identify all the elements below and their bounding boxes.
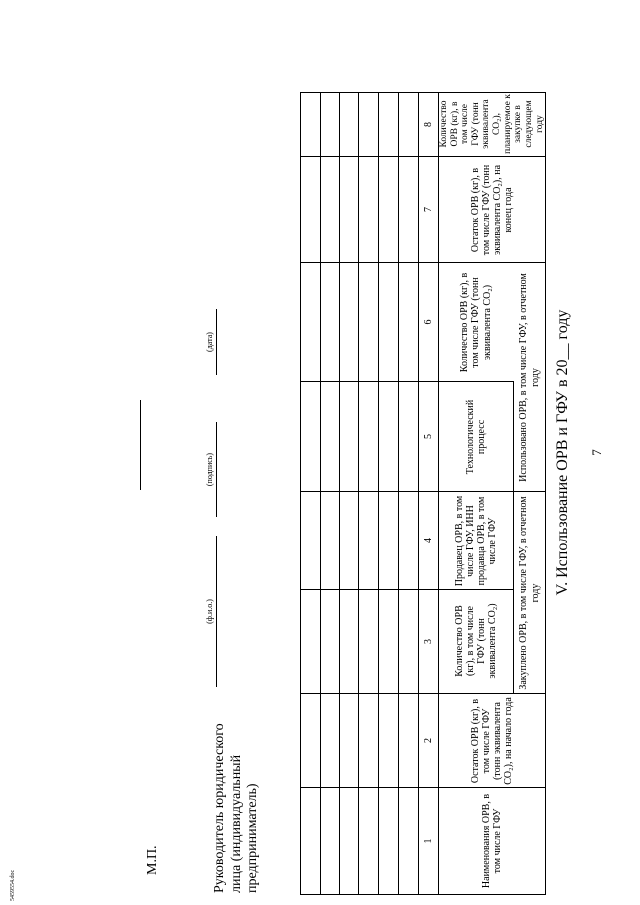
header-substance-name: Наименования ОРВ, в том числе ГФУ bbox=[480, 793, 503, 889]
header-balance-start: Остаток ОРВ (кг), в том числе ГФУ (тонн эквивалента CO₂), на начало года bbox=[469, 697, 515, 785]
section-title: V. Использование ОРВ и ГФУ в 20__ году bbox=[554, 309, 571, 596]
table-row-line bbox=[358, 93, 359, 895]
page-number: 7 bbox=[589, 449, 604, 456]
extra-signature-line bbox=[140, 400, 141, 490]
column-number: 5 bbox=[422, 434, 434, 439]
header-group-used: Использовано ОРВ, в том числе ГФУ, в отчетном году bbox=[518, 273, 541, 482]
column-number: 6 bbox=[422, 319, 434, 325]
table-border-left bbox=[300, 894, 546, 895]
column-line bbox=[300, 589, 514, 590]
group-divider-line bbox=[513, 382, 514, 694]
header-bottom-line bbox=[438, 93, 439, 895]
table-row-line bbox=[378, 93, 379, 895]
header-balance-end: Остаток ОРВ (кг), в том числе ГФУ (тонн эквивалента CO₂), на конец года bbox=[469, 164, 515, 256]
footer-code: 5459554.doc bbox=[10, 869, 16, 901]
date-line bbox=[216, 309, 217, 375]
table-row-line bbox=[320, 93, 321, 895]
header-group-purchased: Закуплено ОРВ, в том числе ГФУ, в отчетном году bbox=[518, 496, 541, 690]
header-planned-purchase: Количество ОРВ (кг), в том числе ГФУ (тонн эквивалента CO₂), планируемое к закупке в следующем году bbox=[438, 94, 545, 154]
header-used-quantity: Количество ОРВ (кг), в том числе ГФУ (тонн эквивалента CO₂) bbox=[459, 272, 493, 373]
column-number: 8 bbox=[422, 122, 434, 127]
table-row-line bbox=[398, 93, 399, 895]
head-label: Руководитель юридического лица (индивидуальный предприниматель) bbox=[212, 723, 261, 893]
column-number: 1 bbox=[422, 838, 434, 844]
sign-line bbox=[216, 422, 217, 517]
column-number: 4 bbox=[422, 538, 434, 543]
column-number: 7 bbox=[422, 207, 434, 212]
column-number: 3 bbox=[422, 639, 434, 644]
stamp-label: М.П. bbox=[145, 845, 160, 875]
name-caption: (ф.и.о.) bbox=[205, 599, 214, 624]
table-row-line bbox=[339, 93, 340, 895]
column-line bbox=[300, 381, 514, 382]
header-seller: Продавец ОРВ, в том числе ГФУ, ИНН продавца ОРВ, в том числе ГФУ bbox=[453, 495, 499, 587]
sign-caption: (подпись) bbox=[205, 452, 214, 487]
header-purchased-quantity: Количество ОРВ (кг), в том числе ГФУ (тонн эквивалента CO₂) bbox=[453, 603, 499, 679]
table-border-bottom bbox=[300, 93, 301, 895]
table-border-top bbox=[545, 93, 546, 895]
name-signature-line bbox=[216, 536, 217, 687]
column-number: 2 bbox=[422, 738, 434, 743]
date-caption: (дата) bbox=[205, 332, 214, 352]
header-tech-process: Технологический процесс bbox=[464, 399, 487, 475]
